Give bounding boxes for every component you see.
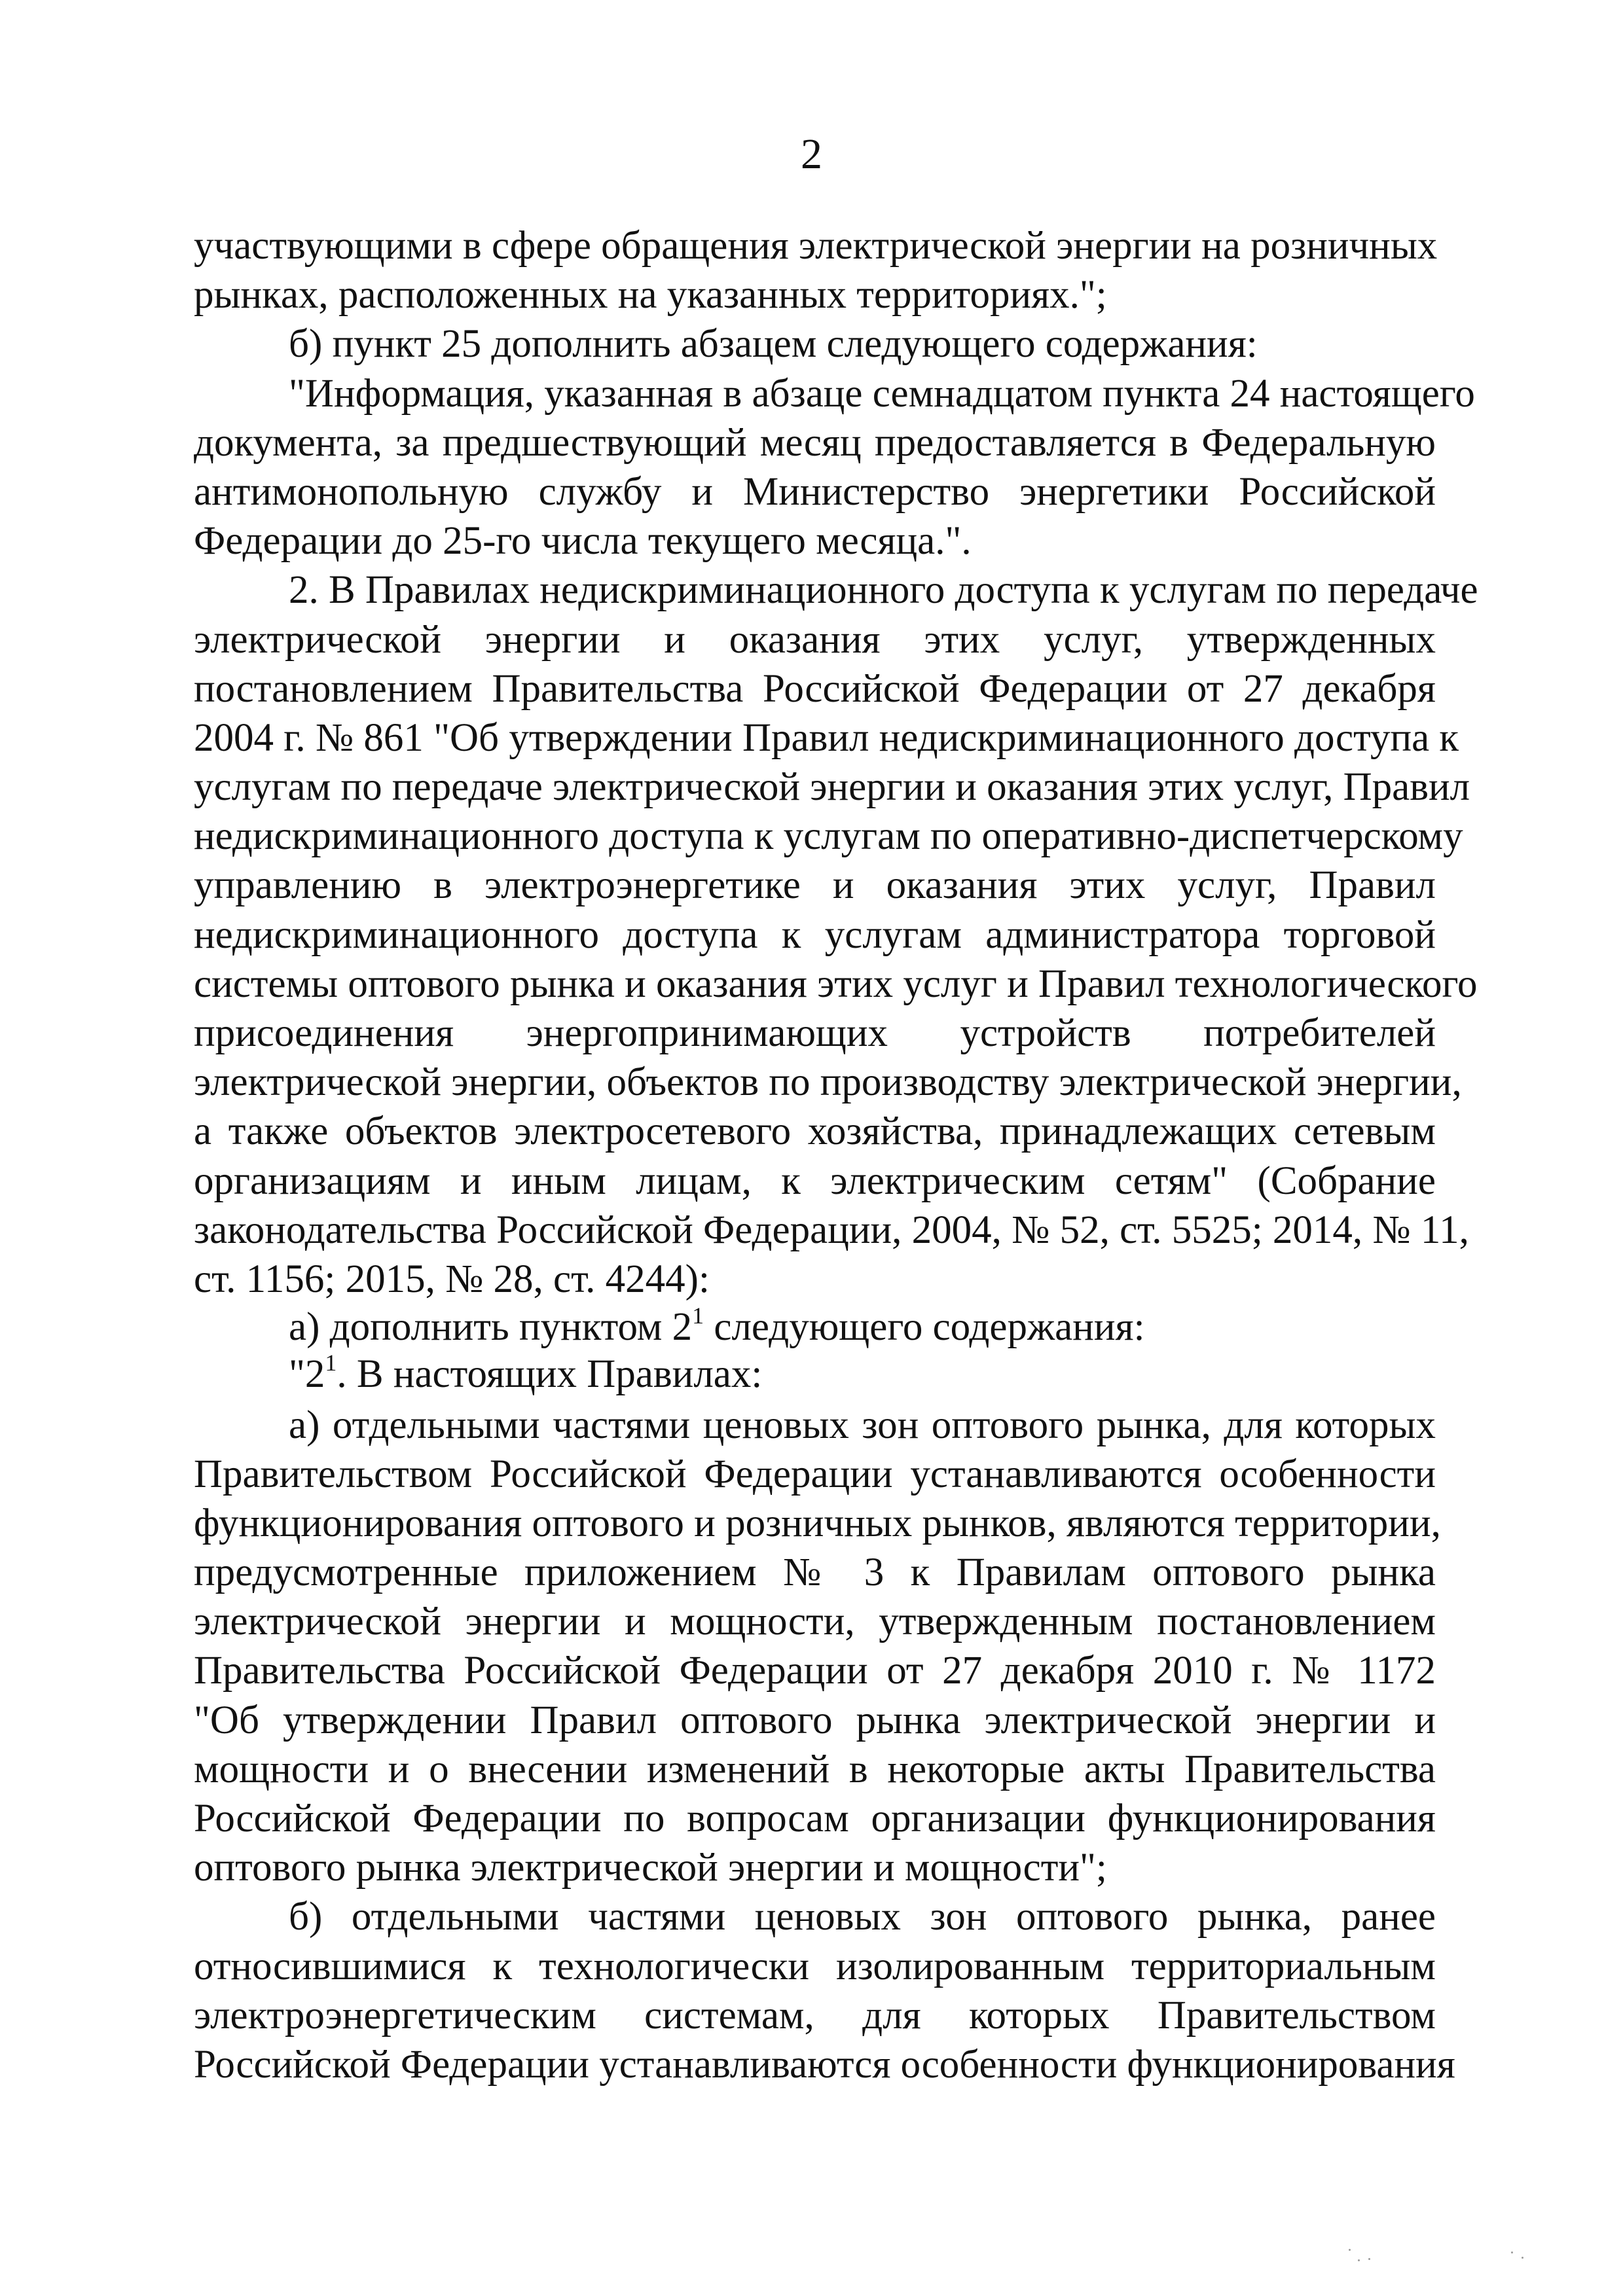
text-line: б) отдельными частями ценовых зон оптового рынка, ранее (289, 1895, 1436, 1939)
text-line: Российской Федерации устанавливаются особенности функционирования (194, 2042, 1455, 2087)
text-line: Российской Федерации по вопросам организации функционирования (194, 1797, 1436, 1840)
text-line: участвующими в сфере обращения электрической энергии на розничных (194, 224, 1438, 268)
text-line: Федерации до 25-го числа текущего месяца.". (194, 519, 972, 564)
text-line: электрической энергии и мощности, утвержденным постановлением (194, 1600, 1436, 1644)
text-line: "Об утверждении Правил оптового рынка электрической энергии и (194, 1698, 1436, 1742)
text-line: постановлением Правительства Российской Федерации от 27 декабря (194, 666, 1436, 711)
text-block-2 (194, 1401, 1455, 2090)
text-line: а также объектов электросетевого хозяйства, принадлежащих сетевым (194, 1109, 1436, 1154)
text-fragment: следующего содержания: (704, 1305, 1145, 1350)
superscript: 1 (692, 1302, 704, 1329)
text-line: "Информация, указанная в абзаце семнадцатом пункта 24 настоящего (289, 371, 1475, 416)
text-line-clause-heading (194, 1350, 1436, 1399)
text-line: предусмотренные приложением № 3 к Правилам оптового рынка (194, 1551, 1436, 1595)
text-line: услугам по передаче электрической энергии и оказания этих услуг, Правил (194, 765, 1470, 810)
text-line: электрической энергии, объектов по производству электрической энергии, (194, 1060, 1462, 1105)
scan-specks (1349, 2245, 1545, 2271)
document-body (194, 221, 1478, 2089)
text-line: ст. 1156; 2015, № 28, ст. 4244): (194, 1257, 710, 1301)
text-line: недискриминационного доступа к услугам по оперативно-диспетчерскому (194, 814, 1463, 859)
text-line: системы оптового рынка и оказания этих услуг и Правил технологического (194, 961, 1478, 1006)
text-line: 2004 г. № 861 "Об утверждении Правил недискриминационного доступа к (194, 715, 1459, 760)
text-line: относившимися к технологически изолированным территориальным (194, 1944, 1436, 1988)
text-line: Правительства Российской Федерации от 27 декабря 2010 г. № 1172 (194, 1649, 1436, 1693)
text-line: оптового рынка электрической энергии и мощности"; (194, 1846, 1107, 1890)
text-block-1 (194, 221, 1478, 1304)
text-line: 2. В Правилах недискриминационного доступа к услугам по передаче (289, 568, 1478, 613)
text-line: электроэнергетическим системам, для которых Правительством (194, 1993, 1436, 2037)
superscript: 1 (325, 1349, 337, 1376)
text-line: Правительством Российской Федерации устанавливаются особенности (194, 1452, 1436, 1496)
text-line-amendment-a (194, 1302, 1436, 1352)
text-fragment: а) дополнить пунктом 2 (289, 1305, 693, 1350)
text-line: антимонопольную службу и Министерство энергетики Российской (194, 469, 1436, 514)
text-line: функционирования оптового и розничных рынков, являются территории, (194, 1501, 1441, 1545)
text-line: законодательства Российской Федерации, 2004, № 52, ст. 5525; 2014, № 11, (194, 1208, 1469, 1252)
text-line: мощности и о внесении изменений в некоторые акты Правительства (194, 1747, 1436, 1791)
text-line: документа, за предшествующий месяц предоставляется в Федеральную (194, 420, 1436, 465)
text-line: электрической энергии и оказания этих услуг, утвержденных (194, 617, 1436, 662)
text-line: б) пункт 25 дополнить абзацем следующего содержания: (289, 322, 1258, 367)
text-fragment: "2 (289, 1352, 325, 1397)
text-fragment: . В настоящих Правилах: (337, 1352, 763, 1397)
text-line: недискриминационного доступа к услугам администратора торговой (194, 912, 1436, 957)
text-line: присоединения энергопринимающих устройств потребителей (194, 1011, 1436, 1055)
page-number: 2 (801, 130, 822, 178)
text-line: организациям и иным лицам, к электрическим сетям" (Собрание (194, 1158, 1436, 1203)
text-line: управлению в электроэнергетике и оказания этих услуг, Правил (194, 863, 1436, 908)
text-line: рынках, расположенных на указанных территориях."; (194, 273, 1107, 317)
text-line: а) отдельными частями ценовых зон оптового рынка, для которых (289, 1403, 1436, 1447)
